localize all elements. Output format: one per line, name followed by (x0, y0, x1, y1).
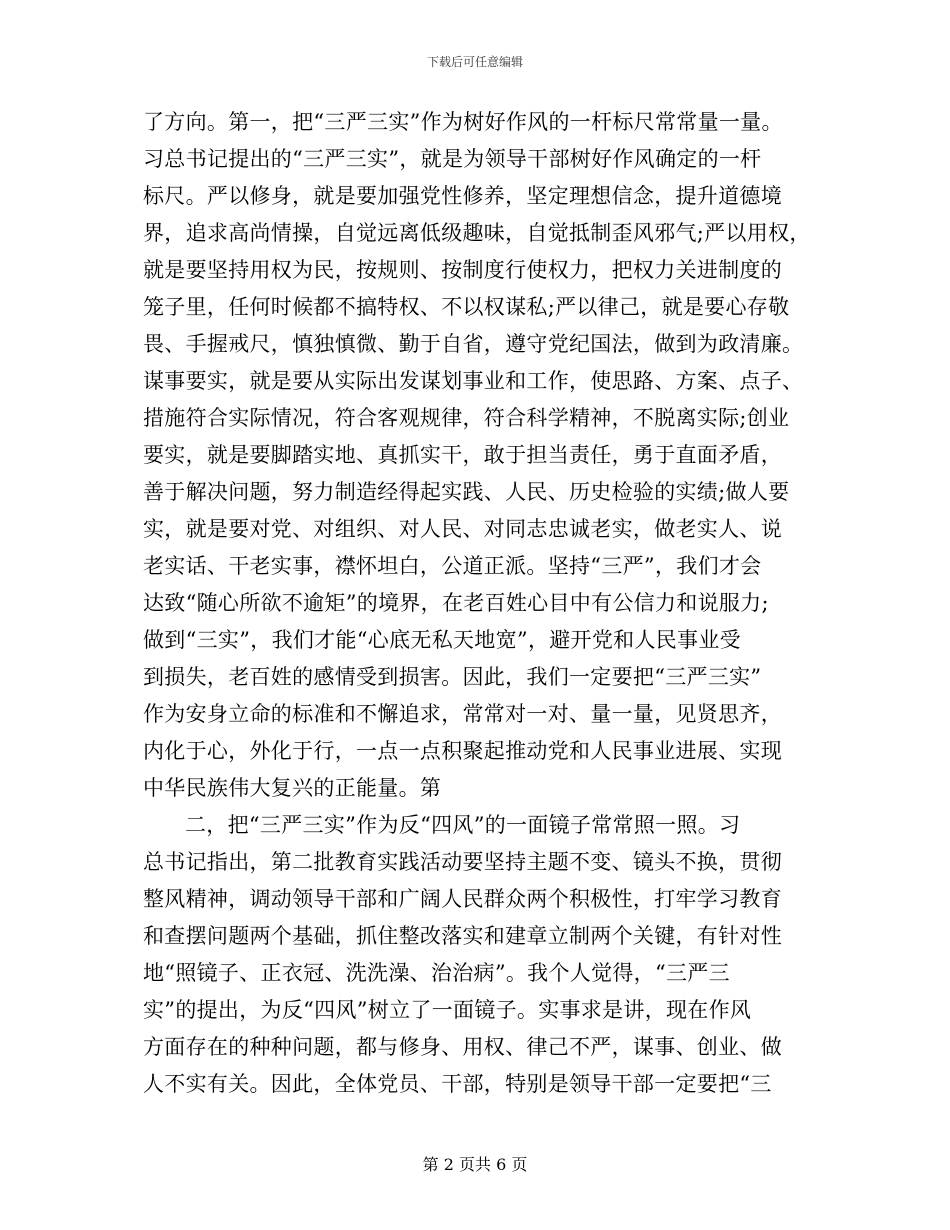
text-line: 就是要坚持用权为民，按规则、按制度行使权力，把权力关进制度的 (143, 258, 782, 282)
text-line: 善于解决问题，努力制造经得起实践、人民、历史检验的实绩;做人要 (143, 480, 790, 504)
page-header: 下载后可任意编辑 (426, 55, 523, 69)
text-line: 作为安身立命的标准和不懈追求，常常对一对、量一量，见贤思齐， (143, 702, 782, 726)
text-line: 达致“随心所欲不逾矩”的境界，在老百姓心目中有公信力和说服力; (143, 591, 769, 615)
text-line: 习总书记提出的“三严三实”，就是为领导干部树好作风确定的一杆 (143, 147, 762, 171)
text-line: 实”的提出，为反“四风”树立了一面镜子。实事求是讲，现在作风 (143, 998, 752, 1022)
text-line: 界，追求高尚情操，自觉远离低级趣味，自觉抵制歪风邪气;严以用权， (143, 221, 811, 245)
text-line: 措施符合实际情况，符合客观规律，符合科学精神，不脱离实际;创业 (143, 406, 790, 430)
text-line: 内化于心，外化于行，一点一点积聚起推动党和人民事业进展、实现 (143, 739, 782, 763)
text-line: 人不实有关。因此，全体党员、干部，特别是领导干部一定要把“三 (143, 1072, 772, 1096)
text-line: 老实话、干老实事，襟怀坦白，公道正派。坚持“三严”，我们才会 (143, 554, 762, 578)
text-line: 地“照镜子、正衣冠、洗洗澡、治治病”。我个人觉得，“三严三 (143, 961, 730, 985)
text-line: 实，就是要对党、对组织、对人民、对同志忠诚老实，做老实人、说 (143, 517, 782, 541)
text-line: 整风精神，调动领导干部和广阔人民群众两个积极性，打牢学习教育 (143, 887, 782, 911)
text-line: 标尺。严以修身，就是要加强党性修养，坚定理想信念，提升道德境 (143, 184, 782, 208)
text-line: 总书记指出，第二批教育实践活动要坚持主题不变、镜头不换，贯彻 (143, 850, 782, 874)
text-line: 方面存在的种种问题，都与修身、用权、律己不严，谋事、创业、做 (143, 1035, 782, 1059)
document-body (143, 104, 813, 1103)
text-line: 中华民族伟大复兴的正能量。第 (143, 776, 442, 800)
paragraph-start-line: 二，把“三严三实”作为反“四风”的一面镜子常常照一照。习 (185, 813, 741, 837)
text-line: 做到“三实”，我们才能“心底无私天地宽”，避开党和人民事业受 (143, 628, 741, 652)
text-line: 笼子里，任何时候都不搞特权、不以权谋私;严以律己，就是要心存敬 (143, 295, 790, 319)
page-number: 第 2 页共 6 页 (422, 1155, 528, 1174)
text-line: 要实，就是要脚踏实地、真抓实干，敢于担当责任，勇于直面矛盾， (143, 443, 782, 467)
text-line: 谋事要实，就是要从实际出发谋划事业和工作，使思路、方案、点子、 (143, 369, 804, 393)
text-line: 到损失，老百姓的感情受到损害。因此，我们一定要把“三严三实” (143, 665, 762, 689)
text-line: 和查摆问题两个基础，抓住整改落实和建章立制两个关键，有针对性 (143, 924, 782, 948)
text-line: 了方向。第一，把“三严三实”作为树好作风的一杆标尺常常量一量。 (143, 110, 783, 134)
text-line: 畏、手握戒尺，慎独慎微、勤于自省，遵守党纪国法，做到为政清廉。 (143, 332, 804, 356)
